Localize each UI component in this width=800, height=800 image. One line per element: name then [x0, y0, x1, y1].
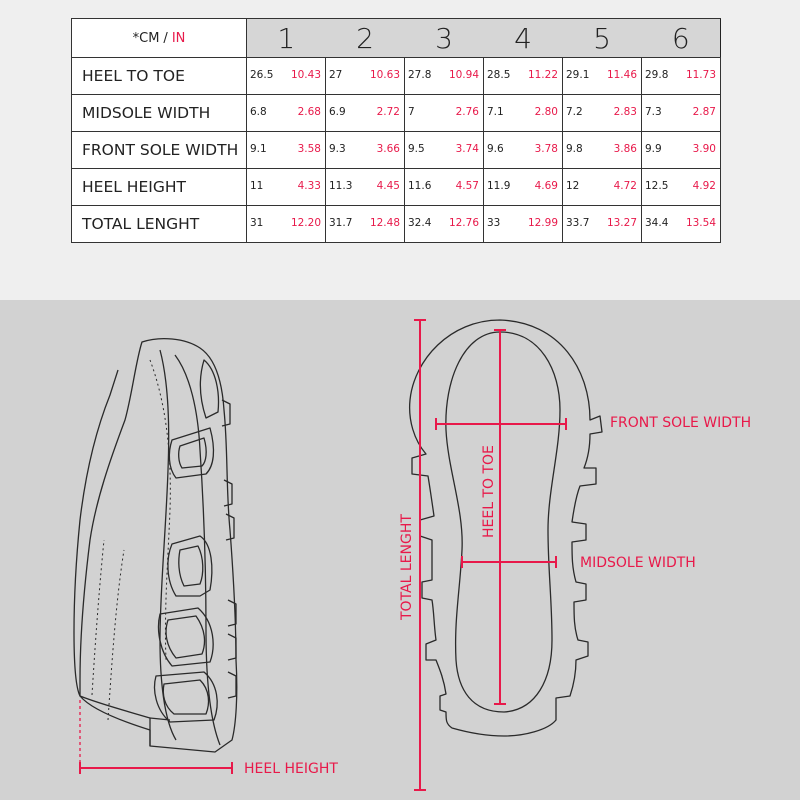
in-value: 12.99	[527, 217, 558, 229]
value-cell	[247, 95, 326, 132]
in-value: 11.46	[606, 69, 637, 81]
cm-value: 6.8	[250, 106, 267, 118]
value-cell	[642, 169, 721, 206]
value-cell	[563, 169, 642, 206]
cm-value: 11.3	[329, 180, 353, 192]
cm-value: 9.8	[566, 143, 583, 155]
row-label: FRONT SOLE WIDTH	[72, 132, 247, 169]
in-value: 2.80	[534, 106, 558, 118]
cm-value: 31	[250, 217, 264, 229]
value-cell	[642, 132, 721, 169]
value-cell	[326, 169, 405, 206]
size-header-2: 2	[326, 19, 405, 58]
stitch-line-3	[108, 550, 124, 720]
in-value: 2.76	[455, 106, 479, 118]
size-header-3: 3	[405, 19, 484, 58]
cm-value: 29.1	[566, 69, 590, 81]
front-sole-width-label: FRONT SOLE WIDTH	[610, 415, 752, 431]
in-value: 10.63	[369, 69, 400, 81]
in-value: 3.58	[297, 143, 321, 155]
heel-to-toe-label: HEEL TO TOE	[481, 445, 497, 538]
table-row	[72, 169, 721, 206]
cm-value: 7	[408, 106, 415, 118]
row-label: HEEL TO TOE	[72, 58, 247, 95]
value-cell	[484, 95, 563, 132]
value-cell	[484, 132, 563, 169]
value-cell	[642, 95, 721, 132]
total-length-measure	[414, 320, 426, 790]
in-value: 4.33	[297, 180, 321, 192]
in-value: 3.66	[376, 143, 400, 155]
cm-value: 33	[487, 217, 501, 229]
in-value: 2.68	[297, 106, 321, 118]
cm-value: 26.5	[250, 69, 274, 81]
value-cell	[247, 132, 326, 169]
tread-2	[169, 428, 213, 478]
unit-separator: /	[163, 30, 168, 46]
cm-value: 12.5	[645, 180, 669, 192]
cm-value: 27.8	[408, 69, 432, 81]
value-cell	[247, 58, 326, 95]
lug-6	[228, 672, 236, 698]
cm-value: 7.2	[566, 106, 583, 118]
in-value: 2.72	[376, 106, 400, 118]
cm-value: 6.9	[329, 106, 346, 118]
value-cell	[563, 206, 642, 243]
value-cell	[326, 206, 405, 243]
cm-value: 33.7	[566, 217, 590, 229]
size-header-row	[72, 19, 721, 58]
cm-value: 11.6	[408, 180, 432, 192]
tread-5-inner	[163, 680, 208, 714]
in-value: 4.45	[376, 180, 400, 192]
stitching	[92, 360, 170, 720]
size-header-5: 5	[563, 19, 642, 58]
in-value: 2.83	[613, 106, 637, 118]
inner-sole-line	[160, 350, 176, 740]
midsole-width-label: MIDSOLE WIDTH	[580, 555, 696, 571]
table-row	[72, 132, 721, 169]
in-value: 4.69	[534, 180, 558, 192]
stitch-line-2	[92, 540, 104, 695]
in-value: 4.57	[455, 180, 479, 192]
cm-value: 9.3	[329, 143, 346, 155]
in-value: 10.43	[290, 69, 321, 81]
size-header-1: 1	[247, 19, 326, 58]
tread-4-inner	[166, 616, 204, 658]
heel-base	[80, 696, 150, 718]
cm-value: 9.9	[645, 143, 662, 155]
cm-value: 7.1	[487, 106, 504, 118]
in-value: 3.90	[692, 143, 716, 155]
value-cell	[247, 206, 326, 243]
cm-value: 9.5	[408, 143, 425, 155]
value-cell	[563, 58, 642, 95]
row-label: MIDSOLE WIDTH	[72, 95, 247, 132]
in-value: 10.94	[448, 69, 479, 81]
in-value: 12.76	[448, 217, 479, 229]
cm-value: 34.4	[645, 217, 669, 229]
cm-value: 29.8	[645, 69, 669, 81]
in-value: 3.78	[534, 143, 558, 155]
in-value: 11.22	[527, 69, 558, 81]
value-cell	[405, 132, 484, 169]
cm-value: 9.1	[250, 143, 267, 155]
in-value: 12.20	[290, 217, 321, 229]
size-header-6: 6	[642, 19, 721, 58]
value-cell	[484, 206, 563, 243]
value-cell	[326, 132, 405, 169]
cm-value: 12	[566, 180, 580, 192]
midsole-width-measure	[462, 556, 556, 568]
value-cell	[642, 206, 721, 243]
tread-3-inner	[179, 546, 203, 586]
value-cell	[326, 95, 405, 132]
heel-height-measure	[80, 762, 232, 774]
size-header-4: 4	[484, 19, 563, 58]
shoe-side-view	[74, 339, 237, 752]
in-value: 13.54	[685, 217, 716, 229]
cm-value: 32.4	[408, 217, 432, 229]
unit-header	[72, 19, 247, 58]
lug-5	[228, 634, 236, 660]
sole-top-view	[410, 320, 602, 736]
in-value: 13.27	[606, 217, 637, 229]
cm-value: 11	[250, 180, 264, 192]
value-cell	[484, 169, 563, 206]
cm-value: 9.6	[487, 143, 504, 155]
in-value: 4.72	[613, 180, 637, 192]
table-row	[72, 58, 721, 95]
table-row	[72, 206, 721, 243]
unit-in-label: IN	[171, 30, 186, 46]
outer-sole-outline	[410, 320, 602, 736]
value-cell	[484, 58, 563, 95]
cm-value: 31.7	[329, 217, 353, 229]
in-value: 4.92	[692, 180, 716, 192]
value-cell	[405, 58, 484, 95]
value-cell	[247, 169, 326, 206]
row-label: TOTAL LENGHT	[72, 206, 247, 243]
value-cell	[405, 95, 484, 132]
cm-value: 28.5	[487, 69, 511, 81]
cm-value: 11.9	[487, 180, 511, 192]
value-cell	[563, 132, 642, 169]
in-value: 3.74	[455, 143, 479, 155]
in-value: 2.87	[692, 106, 716, 118]
value-cell	[642, 58, 721, 95]
value-cell	[405, 206, 484, 243]
shoe-measurement-diagram	[0, 300, 800, 800]
value-cell	[563, 95, 642, 132]
inner-sole-outline	[446, 332, 560, 712]
value-cell	[326, 58, 405, 95]
tread-2-inner	[179, 438, 206, 468]
cm-value: 27	[329, 69, 343, 81]
heel-edge	[150, 718, 170, 746]
heel-height-label: HEEL HEIGHT	[244, 761, 338, 777]
table-row	[72, 95, 721, 132]
in-value: 12.48	[369, 217, 400, 229]
total-length-label: TOTAL LENGHT	[399, 514, 415, 620]
in-value: 3.86	[613, 143, 637, 155]
size-chart-table	[71, 18, 721, 243]
cm-value: 7.3	[645, 106, 662, 118]
in-value: 11.73	[685, 69, 716, 81]
value-cell	[405, 169, 484, 206]
row-label: HEEL HEIGHT	[72, 169, 247, 206]
unit-cm-label: *CM	[132, 30, 160, 46]
